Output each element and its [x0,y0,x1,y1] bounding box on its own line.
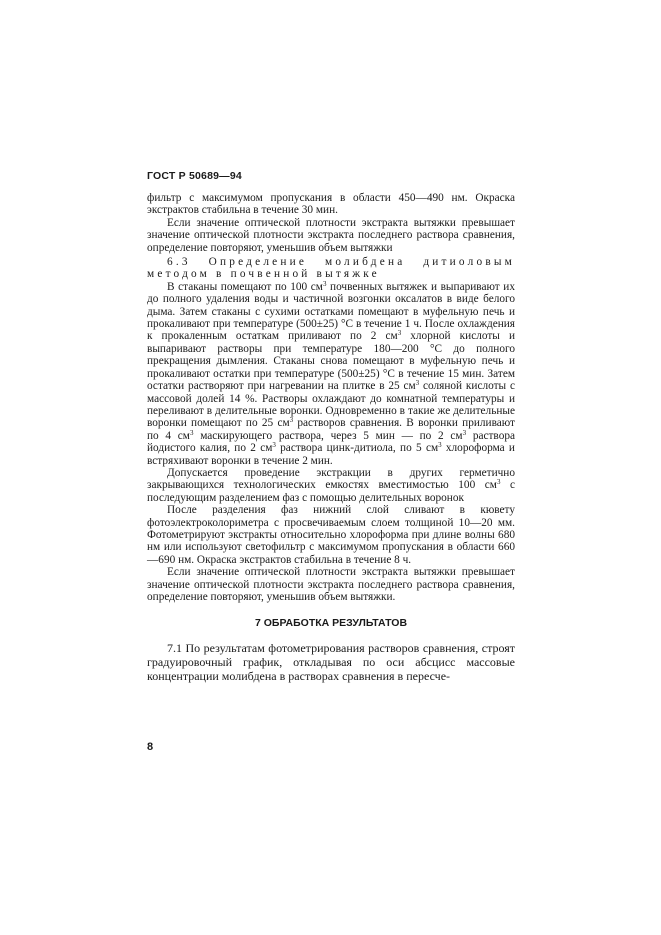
document-page [147,170,515,683]
paragraph-procedure: В стаканы помещают по 100 $см^3$ почвенных вытяжек и выпаривают их до полного удаления воды и частичной возгонки оксалатов в виде белого дыма. Затем стаканы с сухими остатками помещают в муфельную печь и прокаливают при температуре (500±25) °С в течение 1 ч. После охлаждения к прокаленным остаткам приливают по 2 $см^3$ хлорной кислоты и выпаривают растворы при температуре 180—200 °С до полного прекращения дымления. Стаканы снова помещают в муфельную печь и прокаливают остатки при температуре (500±25) °С в течение 15 мин. Затем остатки растворяют при нагревании на плитке в 25 $см^3$ соляной кислоты с массовой долей 14 %. Растворы охлаждают до комнатной температуры и переливают в делительные воронки. Одновременно в такие же делительные воронки помещают по 25 $см^3$ растворов сравнения. В воронки приливают по 4 $см^3$ маскирующего раствора, через 5 мин — по 2 $см^3$ раствора йодистого калия, по 2 $см^3$ раствора цинк-дитиола, по 5 $см^3$ хлороформа и встряхивают воронки в течение 2 мин. [147,279,516,467]
standard-header: ГОСТ Р 50689—94 [147,170,242,182]
paragraph-results: 7.1 По результатам фотометрирования растворов сравнения, строят градуировочный график, откладывая по оси абсцисс массовые концентрации молибдена в растворах сравнения в пересче- [147,641,515,684]
paragraph-continuation: фильтр с максимумом пропускания в области 450—490 нм. Окраска экстрактов стабильна в течение 30 мин. [147,192,515,217]
paragraph-photometry: После разделения фаз нижний слой сливают в кювету фотоэлектроколориметра с просвечиваемым слоем толщиной 10—20 мм. Фотометрируют экстракты относительно хлороформа при длине волны 680 нм или используют светофильтр с максимумом пропускания в области 660—690 нм. Окраска экстрактов стабильна в течение 8 ч. [147,504,515,566]
body-text [147,192,515,603]
section-body [147,641,515,683]
subsection-title: 6.3 Определение молибдена дитиоловым методом в почвенной вытяжке [147,256,515,281]
page-number: 8 [147,741,154,753]
paragraph-repeat-note: Если значение оптической плотности экстракта вытяжки превышает значение оптической плотности экстракта последнего раствора сравнения, определение повторяют, уменьшив объем вытяжки [147,216,515,254]
paragraph-extraction: Допускается проведение экстракции в других герметично закрывающихся технологических емкостях вместимостью 100 $см^3$ с последующим разделением фаз с помощью делительных воронок [147,466,515,504]
paragraph-repeat-note-2: Если значение оптической плотности экстракта вытяжки превышает значение оптической плотности экстракта последнего раствора сравнения, определение повторяют, уменьшив объем вытяжки. [147,566,515,603]
section-title: 7 ОБРАБОТКА РЕЗУЛЬТАТОВ [254,617,408,630]
